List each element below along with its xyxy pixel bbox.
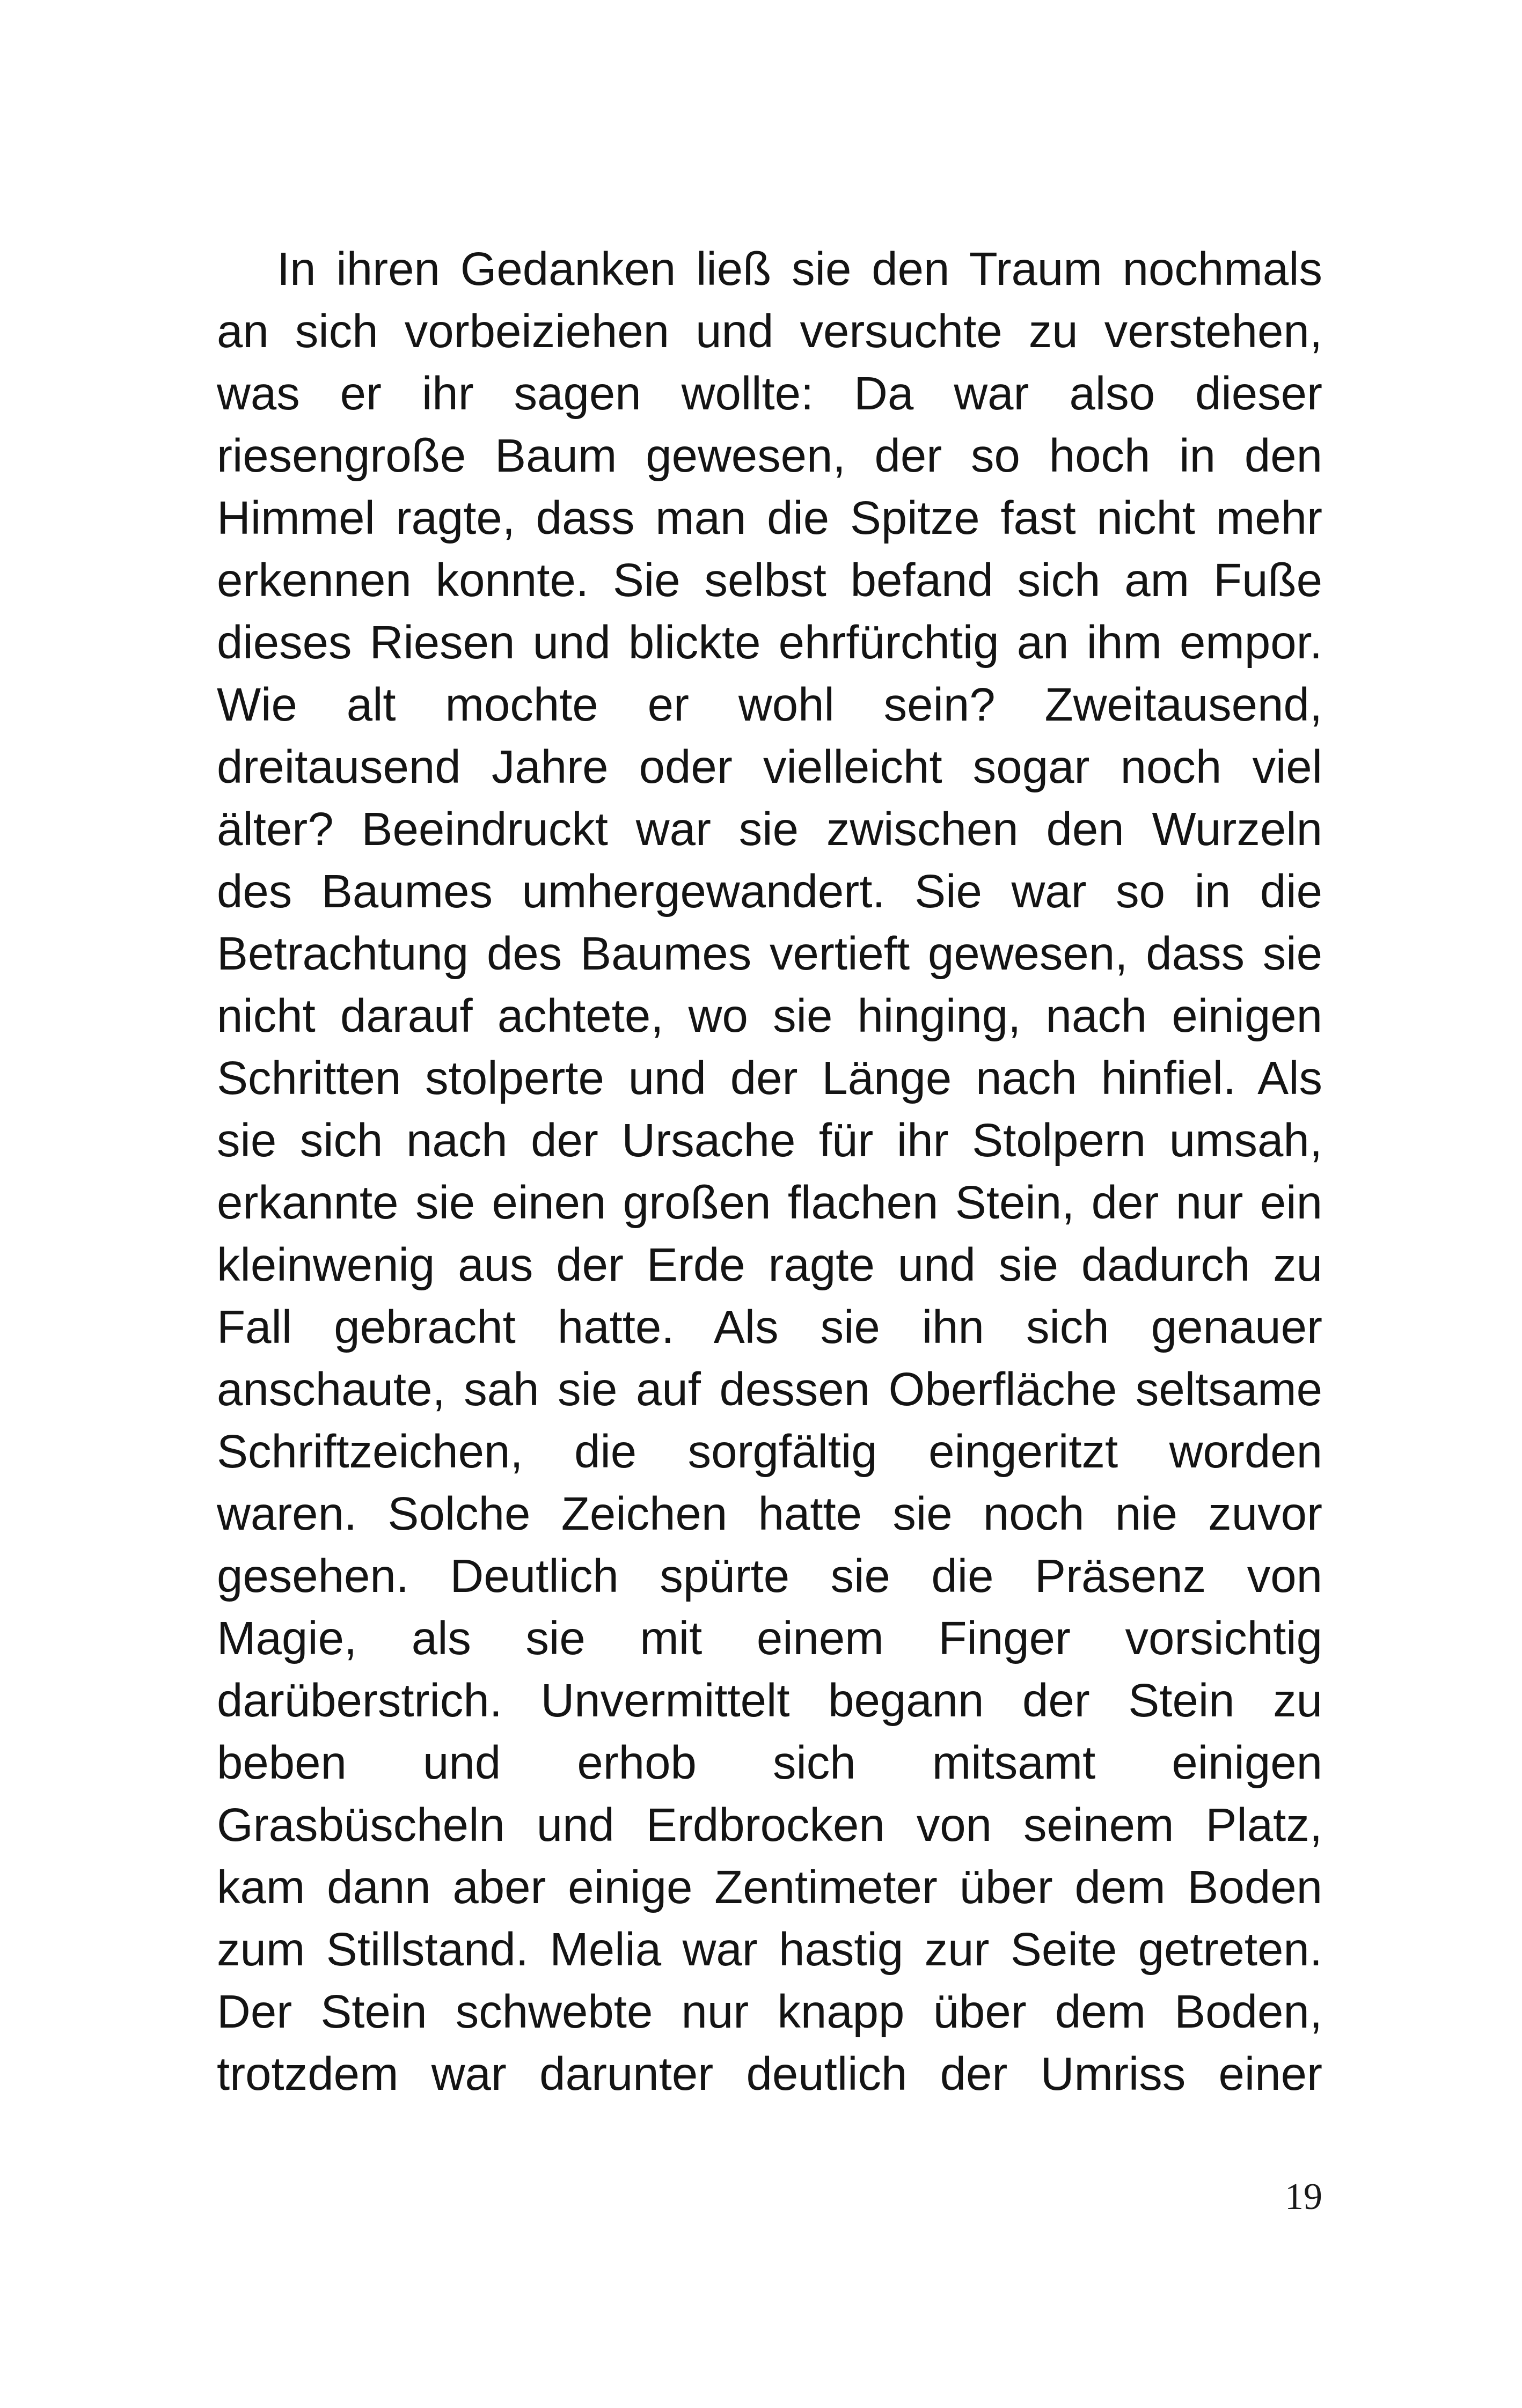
text-line: an sich vorbeiziehen und versuchte zu verstehen, [217, 305, 1322, 357]
text-line: Wie alt mochte er wohl sein? Zweitausend, [217, 679, 1322, 731]
text-line: zum Stillstand. Melia war hastig zur Seite getreten. [217, 1924, 1322, 1976]
text-line: Der Stein schwebte nur knapp über dem Boden, [217, 1986, 1322, 2038]
text-line: Grasbüscheln und Erdbrocken von seinem Platz, [217, 1799, 1322, 1851]
text-line: anschaute, sah sie auf dessen Oberfläche seltsame [217, 1363, 1322, 1415]
text-line: kam dann aber einige Zentimeter über dem Boden [217, 1861, 1322, 1913]
text-line: dreitausend Jahre oder vielleicht sogar noch viel [217, 741, 1322, 793]
text-line: kleinwenig aus der Erde ragte und sie dadurch zu [217, 1239, 1322, 1291]
body-text [217, 238, 1322, 2105]
text-line: nicht darauf achtete, wo sie hinging, nach einigen [217, 990, 1322, 1042]
text-line: sie sich nach der Ursache für ihr Stolpern umsah, [217, 1114, 1322, 1166]
text-line: Schritten stolperte und der Länge nach hinfiel. Als [217, 1052, 1322, 1104]
text-line: darüberstrich. Unvermittelt begann der Stein zu [217, 1675, 1322, 1727]
text-line: gesehen. Deutlich spürte sie die Präsenz von [217, 1550, 1322, 1602]
text-line: Fall gebracht hatte. Als sie ihn sich genauer [217, 1301, 1322, 1353]
text-line: erkennen konnte. Sie selbst befand sich am Fuße [217, 554, 1322, 606]
text-line: was er ihr sagen wollte: Da war also dieser [217, 368, 1322, 420]
text-line: Himmel ragte, dass man die Spitze fast nicht mehr [217, 492, 1322, 544]
text-line: dieses Riesen und blickte ehrfürchtig an ihm empor. [217, 616, 1322, 669]
text-line: des Baumes umhergewandert. Sie war so in die [217, 865, 1322, 917]
text-line: In ihren Gedanken ließ sie den Traum nochmals [277, 243, 1322, 295]
text-line: trotzdem war darunter deutlich der Umriss einer [217, 2048, 1322, 2100]
text-line: erkannte sie einen großen flachen Stein, der nur ein [217, 1177, 1322, 1229]
text-line: älter? Beeindruckt war sie zwischen den Wurzeln [217, 803, 1322, 855]
text-line: Betrachtung des Baumes vertieft gewesen, dass sie [217, 928, 1322, 980]
text-line: Magie, als sie mit einem Finger vorsichtig [217, 1612, 1322, 1664]
text-line: riesengroße Baum gewesen, der so hoch in den [217, 430, 1322, 482]
text-line: waren. Solche Zeichen hatte sie noch nie zuvor [217, 1488, 1322, 1540]
text-line: Schriftzeichen, die sorgfältig eingeritzt worden [217, 1426, 1322, 1478]
text-line: beben und erhob sich mitsamt einigen [217, 1737, 1322, 1789]
page-number: 19 [1285, 2176, 1322, 2218]
